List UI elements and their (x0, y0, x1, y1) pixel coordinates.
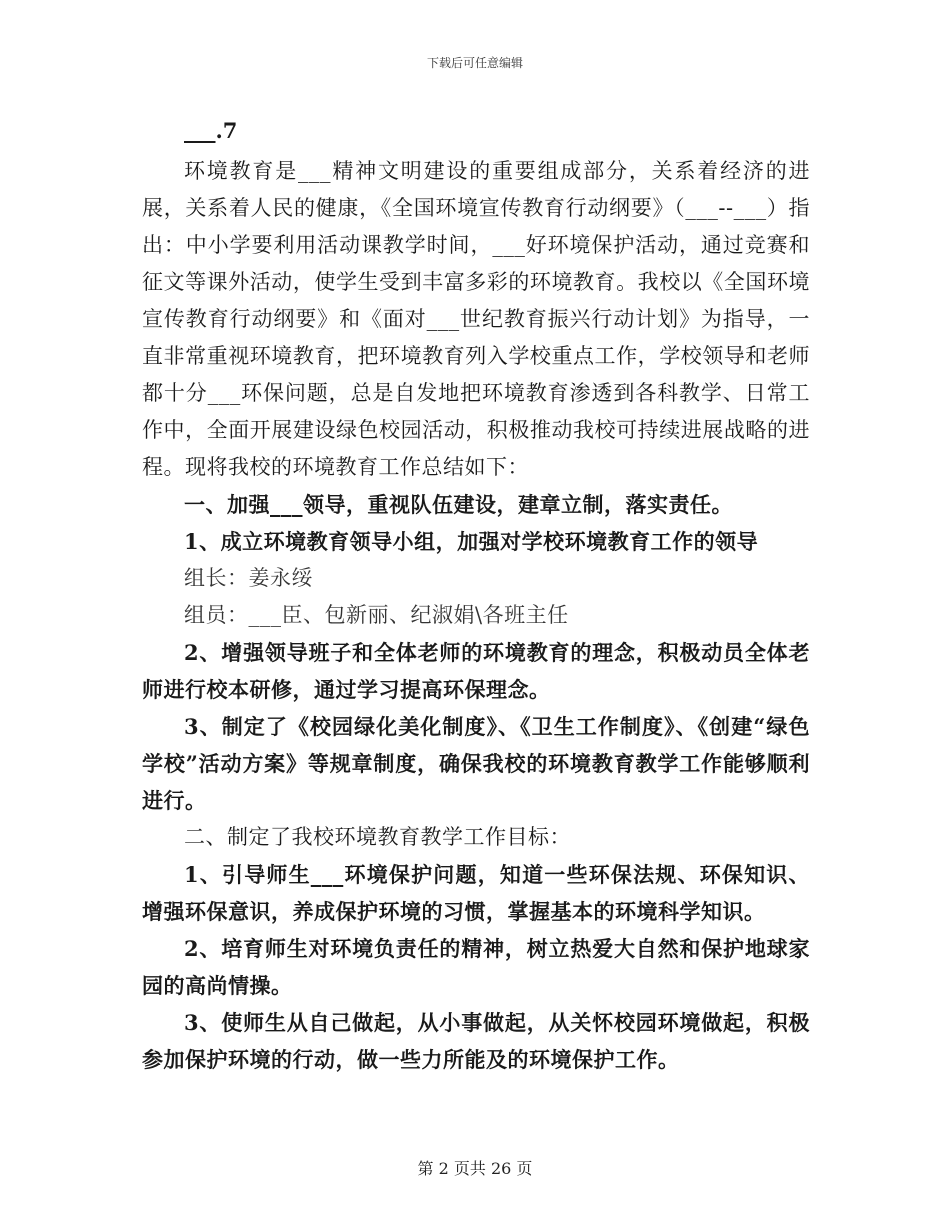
list-item-2-1: 1、引导师生___环境保护问题，知道一些环保法规、环保知识、增强环保意识，养成保护环境的习惯，掌握基本的环境科学知识。 (142, 862, 810, 924)
document-title: ___.7 (184, 118, 238, 143)
section-heading-1: 一、加强___领导，重视队伍建设，建章立制，落实责任。 (184, 492, 733, 517)
page-footer: 第 2 页共 26 页 (417, 1159, 533, 1178)
list-item-1-3: 3、制定了《校园绿化美化制度》、《卫生工作制度》、《创建“绿色学校”活动方案》等规章制度，确保我校的环境教育教学工作能够顺利进行。 (142, 714, 810, 813)
list-item-1-2: 2、增强领导班子和全体老师的环境教育的理念，积极动员全体老师进行校本研修，通过学习提高环保理念。 (142, 640, 810, 702)
list-item-1-1: 1、成立环境教育领导小组，加强对学校环境教育工作的领导 (184, 529, 759, 554)
list-item-2-3: 3、使师生从自己做起，从小事做起，从关怀校园环境做起，积极参加保护环境的行动，做一些力所能及的环境保护工作。 (142, 1010, 810, 1072)
group-leader-line: 组长：姜永绥 (184, 566, 313, 590)
page-header: 下载后可任意编辑 (426, 56, 523, 70)
document-body (142, 112, 810, 1078)
intro-paragraph: 环境教育是___精神文明建设的重要组成部分，关系着经济的进展，关系着人民的健康，《全国环境宣传教育行动纲要》（___--___）指出：中小学要利用活动课教学时间，___好环境保护活动，通过竞赛和征文等课外活动，使学生受到丰富多彩的环境教育。我校以《全国环境宣传教育行动纲要》和《面对___世纪教育振兴行动计划》为指导，一直非常重视环境教育，把环境教育列入学校重点工作，学校领导和老师都十分___环保问题，总是自发地把环境教育渗透到各科教学、日常工作中，全面开展建设绿色校园活动，积极推动我校可持续进展战略的进程。现将我校的环境教育工作总结如下： (142, 159, 810, 479)
list-item-2-2: 2、培育师生对环境负责任的精神，树立热爱大自然和保护地球家园的高尚情操。 (142, 936, 810, 998)
section-heading-2: 二、制定了我校环境教育教学工作目标： (184, 825, 571, 849)
group-members-line: 组员：___臣、包新丽、纪淑娟\各班主任 (184, 603, 569, 627)
